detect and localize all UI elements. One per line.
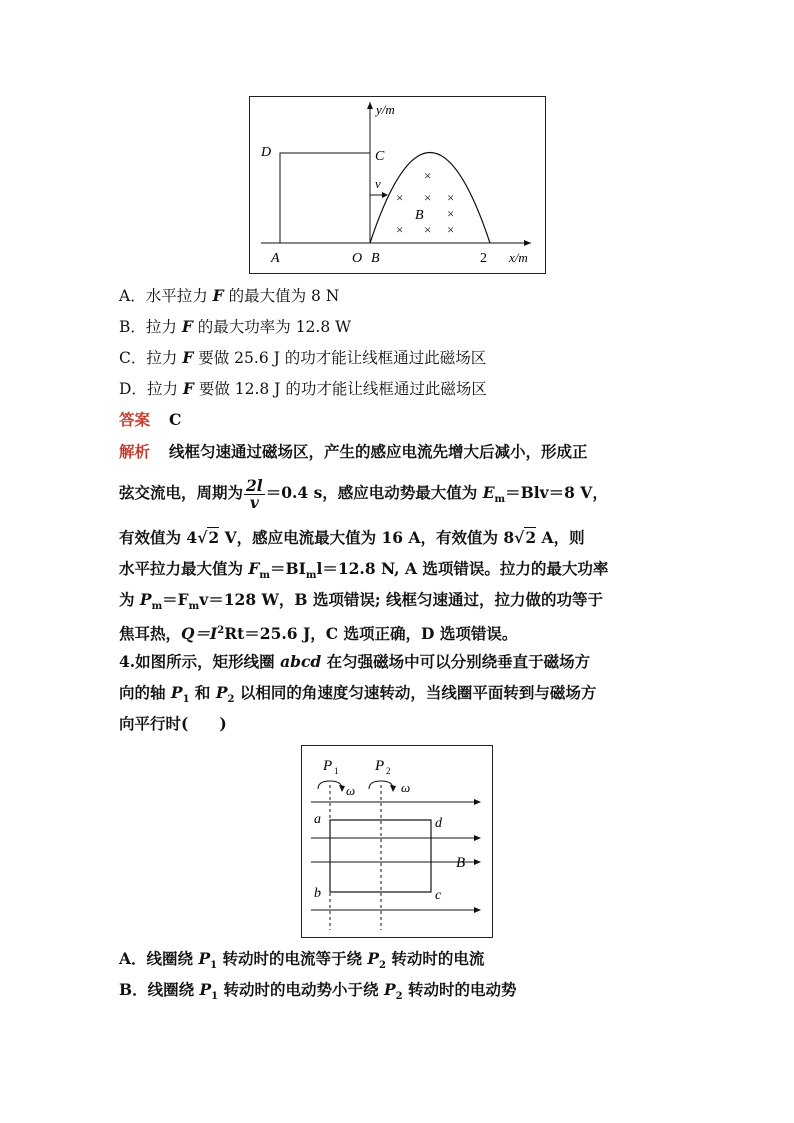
field-cross-mark: × <box>447 190 455 205</box>
label-d: d <box>435 816 442 831</box>
q4-line-3: 向平行时( ) <box>119 714 227 733</box>
option-a[interactable]: A．水平拉力 F 的最大值为 8 N <box>119 286 340 305</box>
label-b-field: B <box>415 208 424 223</box>
field-cross-mark: × <box>447 222 455 237</box>
label-omega-1: ω <box>346 783 356 798</box>
analysis-line-6: 焦耳热，$Q=I^2Rt=25.6$ J，C 选项正确，D 选项错误。 <box>119 624 518 644</box>
analysis-line-5: 为 $P_m=F_mv=128$ W，B 选项错误; 线框匀速通过，拉力做的功等于 <box>119 590 604 613</box>
option-c[interactable]: C．拉力 F 要做 25.6 J 的功才能让线框通过此磁场区 <box>119 348 487 367</box>
field-cross-mark: × <box>396 222 404 237</box>
label-p1: P <box>323 758 333 774</box>
q4-option-b[interactable]: B．线圈绕 $P_1$ 转动时的电动势小于绕 $P_2$ 转动时的电动势 <box>119 980 517 1003</box>
answer-value: C <box>168 410 182 429</box>
answer-line <box>119 408 181 432</box>
label-omega-2: ω <box>401 780 411 795</box>
label-c: c <box>435 888 442 903</box>
label-b-point: B <box>371 251 380 266</box>
option-d[interactable]: D．拉力 F 要做 12.8 J 的功才能让线框通过此磁场区 <box>119 379 487 398</box>
q4-option-a[interactable]: A．线圈绕 $P_1$ 转动时的电流等于绕 $P_2$ 转动时的电流 <box>119 949 485 972</box>
analysis-line-1: 解析 线框匀速通过磁场区，产生的感应电流先增大后减小，形成正 <box>119 442 588 461</box>
y-axis-label: y/m <box>376 102 395 117</box>
label-two: 2 <box>480 251 487 266</box>
label-v: v <box>375 176 381 191</box>
label-o: O <box>352 251 363 266</box>
option-b[interactable]: B．拉力 F 的最大功率为 12.8 W <box>119 317 352 336</box>
field-cross-mark: × <box>396 190 404 205</box>
analysis-label: 解析 <box>119 442 151 461</box>
field-cross-mark: × <box>424 222 432 237</box>
figure-rotating-coil <box>301 745 493 938</box>
x-axis-label: x/m <box>509 250 528 265</box>
fraction-2l-over-v: $\frac{2l}{v}$ <box>246 475 263 512</box>
label-b: b <box>314 886 321 901</box>
label-p2-sub: 2 <box>386 766 391 776</box>
analysis-line-3: 有效值为 4√2 V，感应电流最大值为 16 A，有效值为 8√2 A，则 <box>119 528 585 547</box>
label-c: C <box>375 149 385 164</box>
analysis-line-4: 水平拉力最大值为 $F_m=BI_ml=12.8$ N, A 选项错误。拉力的最大功率 <box>119 559 609 582</box>
figure-magnetic-field-region <box>249 96 546 274</box>
q4-line-2: 向的轴 $P_1$ 和 $P_2$ 以相同的角速度匀速转动，当线圈平面转到与磁场方 <box>119 683 597 706</box>
field-cross-mark: × <box>447 206 455 221</box>
q4-line-1: 4.如图所示，矩形线圈 abcd 在匀强磁场中可以分别绕垂直于磁场方 <box>119 652 591 671</box>
answer-label: 答案 <box>119 410 151 429</box>
label-p1-sub: 1 <box>334 766 339 776</box>
label-a: a <box>314 812 321 827</box>
label-d: D <box>261 145 272 160</box>
field-cross-mark: × <box>424 168 432 183</box>
label-p2: P <box>375 758 385 774</box>
field-cross-mark: × <box>424 190 432 205</box>
analysis-line-2: 弦交流电，周期为 $\frac{2l}{v}$ ＝0.4 s，感应电动势最大值为 $E_m=Blv=8$ V， <box>119 475 608 512</box>
figure-frame <box>250 97 546 274</box>
label-b-field: B <box>456 855 466 871</box>
label-a: A <box>271 251 280 266</box>
